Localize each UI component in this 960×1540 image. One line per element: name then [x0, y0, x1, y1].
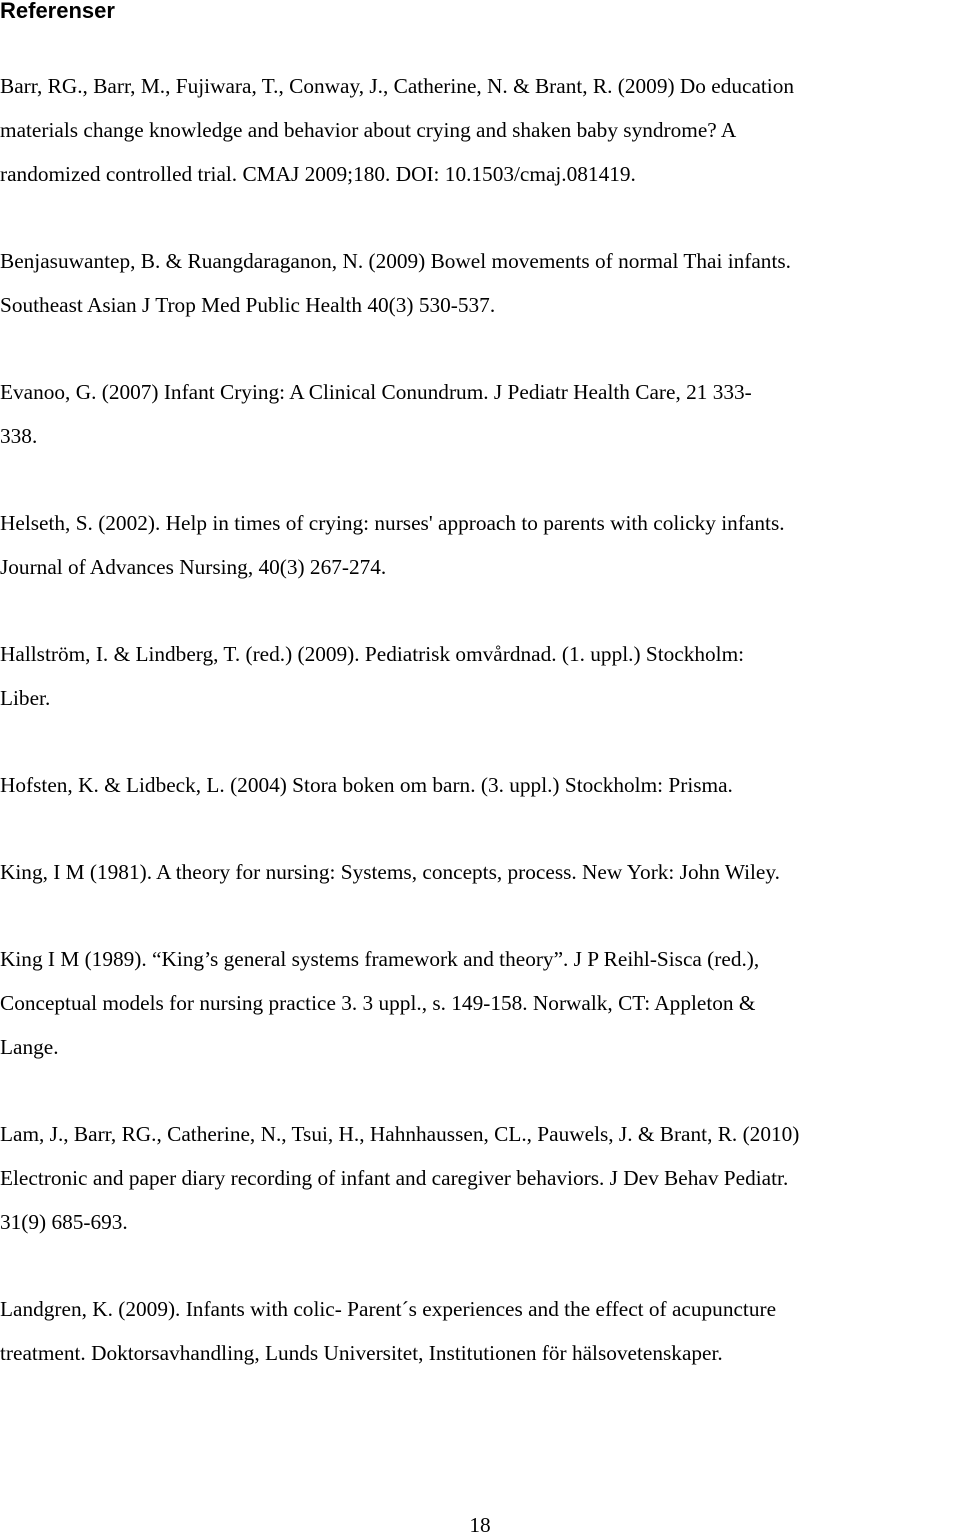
reference-item	[0, 937, 950, 1069]
reference-line: Lam, J., Barr, RG., Catherine, N., Tsui, H., Hahnhaussen, CL., Pauwels, J. & Brant, R. (2010)	[0, 1122, 800, 1146]
reference-line: Barr, RG., Barr, M., Fujiwara, T., Conway, J., Catherine, N. & Brant, R. (2009) Do education	[0, 74, 795, 98]
page-heading: Referenser	[0, 0, 115, 23]
reference-item	[0, 370, 950, 458]
reference-item	[0, 850, 950, 894]
reference-line: Journal of Advances Nursing, 40(3) 267-274.	[0, 555, 387, 579]
reference-line: Electronic and paper diary recording of infant and caregiver behaviors. J Dev Behav Pediatr.	[0, 1166, 789, 1190]
reference-item	[0, 64, 950, 196]
reference-item	[0, 632, 950, 720]
reference-line: Evanoo, G. (2007) Infant Crying: A Clinical Conundrum. J Pediatr Health Care, 21 333-	[0, 380, 752, 404]
reference-item	[0, 1112, 950, 1244]
reference-line: Benjasuwantep, B. & Ruangdaraganon, N. (2009) Bowel movements of normal Thai infants.	[0, 249, 791, 273]
reference-line: Helseth, S. (2002). Help in times of crying: nurses' approach to parents with colicky infants.	[0, 511, 785, 535]
reference-line: 31(9) 685-693.	[0, 1210, 128, 1234]
reference-line: Southeast Asian J Trop Med Public Health 40(3) 530-537.	[0, 293, 496, 317]
reference-line: King, I M (1981). A theory for nursing: Systems, concepts, process. New York: John Wiley.	[0, 860, 780, 884]
reference-item	[0, 1287, 950, 1375]
reference-line: Hallström, I. & Lindberg, T. (red.) (2009). Pediatrisk omvårdnad. (1. uppl.) Stockholm:	[0, 642, 745, 666]
reference-line: materials change knowledge and behavior about crying and shaken baby syndrome? A	[0, 118, 737, 142]
reference-line: treatment. Doktorsavhandling, Lunds Universitet, Institutionen för hälsovetenskaper.	[0, 1341, 723, 1365]
reference-list	[0, 64, 950, 1418]
reference-item	[0, 239, 950, 327]
reference-line: Conceptual models for nursing practice 3. 3 uppl., s. 149-158. Norwalk, CT: Appleton &	[0, 991, 756, 1015]
reference-line: Lange.	[0, 1035, 59, 1059]
reference-item	[0, 501, 950, 589]
reference-line: 338.	[0, 424, 38, 448]
page-number: 18	[469, 1513, 491, 1537]
reference-line: randomized controlled trial. CMAJ 2009;180. DOI: 10.1503/cmaj.081419.	[0, 162, 636, 186]
reference-line: King I M (1989). “King’s general systems framework and theory”. J P Reihl-Sisca (red.),	[0, 947, 760, 971]
reference-line: Liber.	[0, 686, 51, 710]
reference-line: Landgren, K. (2009). Infants with colic- Parent´s experiences and the effect of acupuncture	[0, 1297, 777, 1321]
reference-line: Hofsten, K. & Lidbeck, L. (2004) Stora boken om barn. (3. uppl.) Stockholm: Prisma.	[0, 773, 733, 797]
reference-item	[0, 763, 950, 807]
